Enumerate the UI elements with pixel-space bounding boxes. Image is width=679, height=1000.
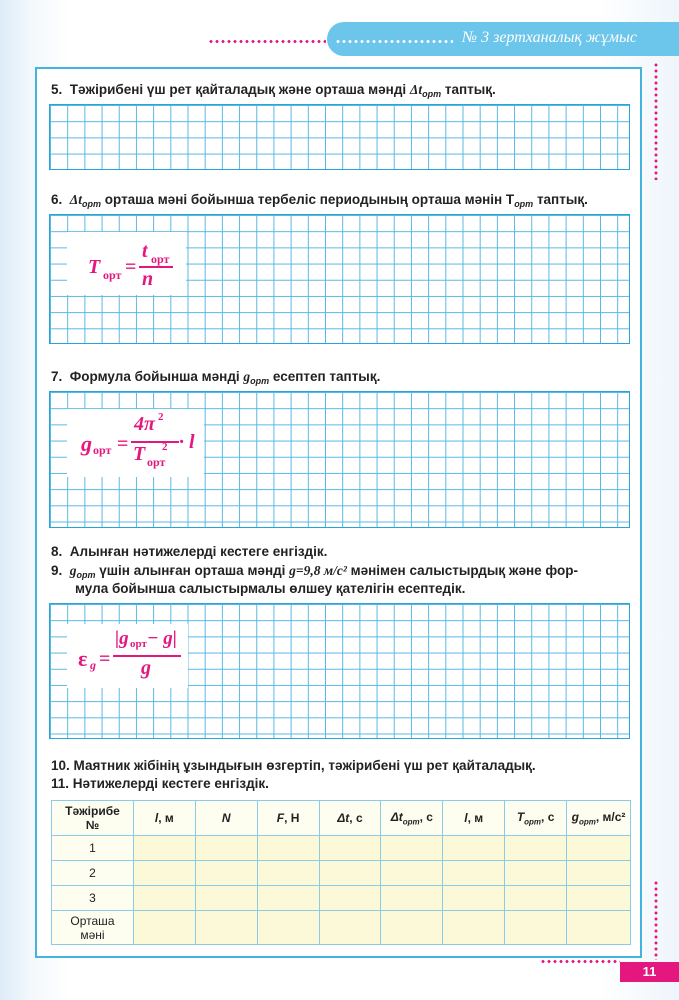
table-cell[interactable] [195, 886, 257, 911]
table-row [52, 886, 631, 911]
header-length: l, м [133, 801, 195, 836]
right-margin-dots-top [654, 62, 658, 180]
table-cell[interactable] [133, 886, 195, 911]
page-number-dots [540, 960, 620, 963]
table-cell[interactable] [257, 836, 319, 861]
table-cell[interactable] [567, 886, 631, 911]
header-time: Δt, с [319, 801, 381, 836]
table-cell[interactable] [567, 836, 631, 861]
right-margin-dots-bottom [654, 880, 658, 960]
table-cell[interactable] [319, 911, 381, 945]
period-formula: T орт = t орт n [67, 232, 186, 295]
table-cell[interactable] [443, 861, 505, 886]
table-cell[interactable] [505, 836, 567, 861]
table-cell[interactable] [195, 861, 257, 886]
header-time-avg: $\Delta t_{орт}$, с [381, 801, 443, 836]
item-6: 6. $\Delta t_{орт}$ орташа мәні бойынша тербеліс периодының орташа мәнін $Т_{орт}$ таптық. [51, 192, 588, 209]
item-11: 11. Нәтижелерді кестеге енгіздік. [51, 776, 269, 791]
header-period-avg: $T_{орт}$, с [505, 801, 567, 836]
grid-area-5 [49, 104, 630, 170]
gravity-formula: g орт = 4π 2 T орт 2 · l [67, 409, 204, 477]
table-cell[interactable] [443, 886, 505, 911]
header-dots-white-decoration [335, 40, 453, 43]
item-7: 7. Формула бойынша мәнді $g_{орт}$ есептеп таптық. [51, 369, 381, 386]
header-oscillations: N [195, 801, 257, 836]
error-formula: ε g = |g орт − g| g [67, 624, 188, 688]
row-label: 3 [52, 886, 134, 911]
table-cell[interactable] [505, 911, 567, 945]
results-table [51, 800, 631, 945]
item-9-line-2: мула бойынша салыстырмалы өлшеу қателігін есептедік. [75, 581, 466, 596]
table-cell[interactable] [195, 836, 257, 861]
table-cell[interactable] [319, 836, 381, 861]
item-10: 10. Маятник жібінің ұзындығын өзгертіп, тәжірибені үш рет қайталадық. [51, 758, 536, 773]
item-8: 8. Алынған нәтижелерді кестеге енгіздік. [51, 544, 328, 559]
table-cell[interactable] [133, 861, 195, 886]
header-g-avg: $g_{орт}$, м/с² [567, 801, 631, 836]
header-dots-decoration [208, 40, 326, 43]
table-cell[interactable] [257, 861, 319, 886]
header-force: F, Н [257, 801, 319, 836]
table-cell[interactable] [133, 836, 195, 861]
table-cell[interactable] [505, 861, 567, 886]
item-9: 9. $g_{орт}$ үшін алынған орташа мәнді g=9,8 м/с² мәнімен салыстырдық және фор- [51, 563, 579, 580]
table-cell[interactable] [505, 886, 567, 911]
table-cell[interactable] [133, 911, 195, 945]
row-label: 2 [52, 861, 134, 886]
table-cell[interactable] [257, 911, 319, 945]
table-cell[interactable] [257, 886, 319, 911]
table-cell[interactable] [567, 911, 631, 945]
header-title: № 3 зертханалық жұмыс [462, 29, 637, 46]
table-cell[interactable] [381, 861, 443, 886]
table-cell[interactable] [319, 886, 381, 911]
row-label-average: Орташа мәні [52, 911, 134, 945]
table-cell[interactable] [443, 836, 505, 861]
table-cell[interactable] [381, 836, 443, 861]
table-cell[interactable] [443, 911, 505, 945]
table-row [52, 836, 631, 861]
header-experiment: Тәжірибе № [52, 801, 134, 836]
table-cell[interactable] [567, 861, 631, 886]
header-length-2: l, м [443, 801, 505, 836]
table-row [52, 861, 631, 886]
table-cell[interactable] [195, 911, 257, 945]
table-row-average [52, 911, 631, 945]
row-label: 1 [52, 836, 134, 861]
item-5: 5. Тәжірибені үш рет қайталадық және орташа мәнді $\Delta t_{орт}$ таптық. [51, 82, 496, 99]
page-number: 11 [620, 962, 679, 982]
table-cell[interactable] [381, 886, 443, 911]
table-cell[interactable] [319, 861, 381, 886]
table-cell[interactable] [381, 911, 443, 945]
table-header-row [52, 801, 631, 836]
